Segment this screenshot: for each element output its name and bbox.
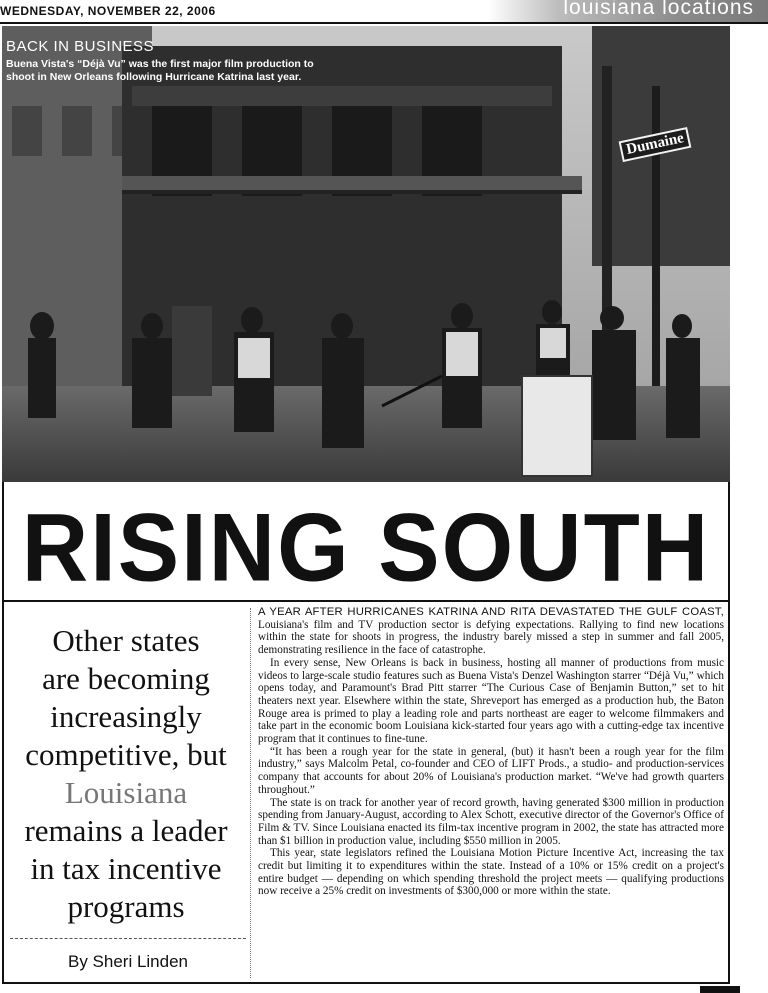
article-paragraph: The state is on track for another year of record growth, having generated $300 million in production spending from January-August, according to Alex Schott, executive director of the Governor's Office of Film & TV. Since Louisiana enacted its film-tax incentive program in 2002, the state has attracted more than $1 billion in production value, including $550 million in 2005. <box>258 796 724 847</box>
deck-line: Other states <box>52 623 200 658</box>
byline-divider <box>10 938 246 939</box>
headline-box <box>2 482 730 600</box>
headline: RISING SOUTH <box>21 494 711 602</box>
article-body <box>258 606 724 898</box>
article-box <box>2 600 730 984</box>
photo-caption-head: BACK IN BUSINESS <box>6 38 155 55</box>
deck-line: in tax incentive <box>30 851 222 886</box>
deck-line: increasingly <box>50 699 202 734</box>
page-header <box>0 0 768 24</box>
article-paragraph: This year, state legislators refined the Louisiana Motion Picture Incentive Act, increasing the tax credit but limiting it to expenditures within the state. Instead of a 10% or 15% credit on a project's entire budget — depending on which spending threshold the project meets — qualifying productions now receive a 25% credit on investments of $300,000 or more within the state. <box>258 847 724 898</box>
deck-line: programs <box>67 889 185 924</box>
street-sign: Dumaine <box>619 127 692 162</box>
article-paragraph <box>258 606 724 657</box>
photo-caption-line: Buena Vista's “Déjà Vu” was the first major film production to <box>6 58 314 70</box>
section-title: louisiana locations <box>563 0 754 19</box>
photo-caption <box>6 58 336 84</box>
paragraph-text: Louisiana's film and TV production sector is defying expectations. Rallying to find new locations within the state for shoots in progress, the industry barely missed a step in summer and fall 2005, demonstrating resilience in the face of catastrophe. <box>258 618 724 657</box>
article-paragraph: In every sense, New Orleans is back in business, hosting all manner of productions from music videos to large-scale studio features such as Buena Vista's Denzel Washington starrer “Déjà Vu,” which opens today, and Paramount's Brad Pitt starrer “The Curious Case of Benjamin Button,” set to hit theaters next year. Elsewhere within the state, Shreveport has emerged as a production hub, the Baton Rouge area is primed to play a leading role and parts northeast are eager to welcome filmmakers and take part in the economic boom Louisiana kick-started four years ago with a cutting-edge tax incentive program that it continues to fine-tune. <box>258 656 724 746</box>
film-set-photo <box>2 26 730 482</box>
byline: By Sheri Linden <box>67 952 189 971</box>
column-divider <box>250 608 251 978</box>
page-corner-mark <box>700 986 740 993</box>
deck-line: remains a leader <box>24 813 228 848</box>
issue-date: WEDNESDAY, NOVEMBER 22, 2006 <box>0 4 216 18</box>
photo-caption-line: shoot in New Orleans following Hurricane Katrina last year. <box>6 71 302 83</box>
section-tab <box>488 0 768 22</box>
lead-photo <box>2 26 730 482</box>
article-paragraph: “It has been a rough year for the state in general, (but) it hasn't been a rough year for the film industry,” says Malcolm Petal, co-founder and CEO of LIFT Prods., a studio- and production-services company that accounts for about 20% of Louisiana's production market. “We've had growth quarters throughout.” <box>258 745 724 796</box>
deck <box>12 622 240 926</box>
deck-line: are becoming <box>42 661 210 696</box>
deck-line: competitive, but <box>25 737 227 772</box>
deck-line-highlight: Louisiana <box>64 775 188 810</box>
lead-in-caps: A YEAR AFTER HURRICANES KATRINA AND RITA DEVASTATED THE GULF COAST, <box>258 606 724 618</box>
